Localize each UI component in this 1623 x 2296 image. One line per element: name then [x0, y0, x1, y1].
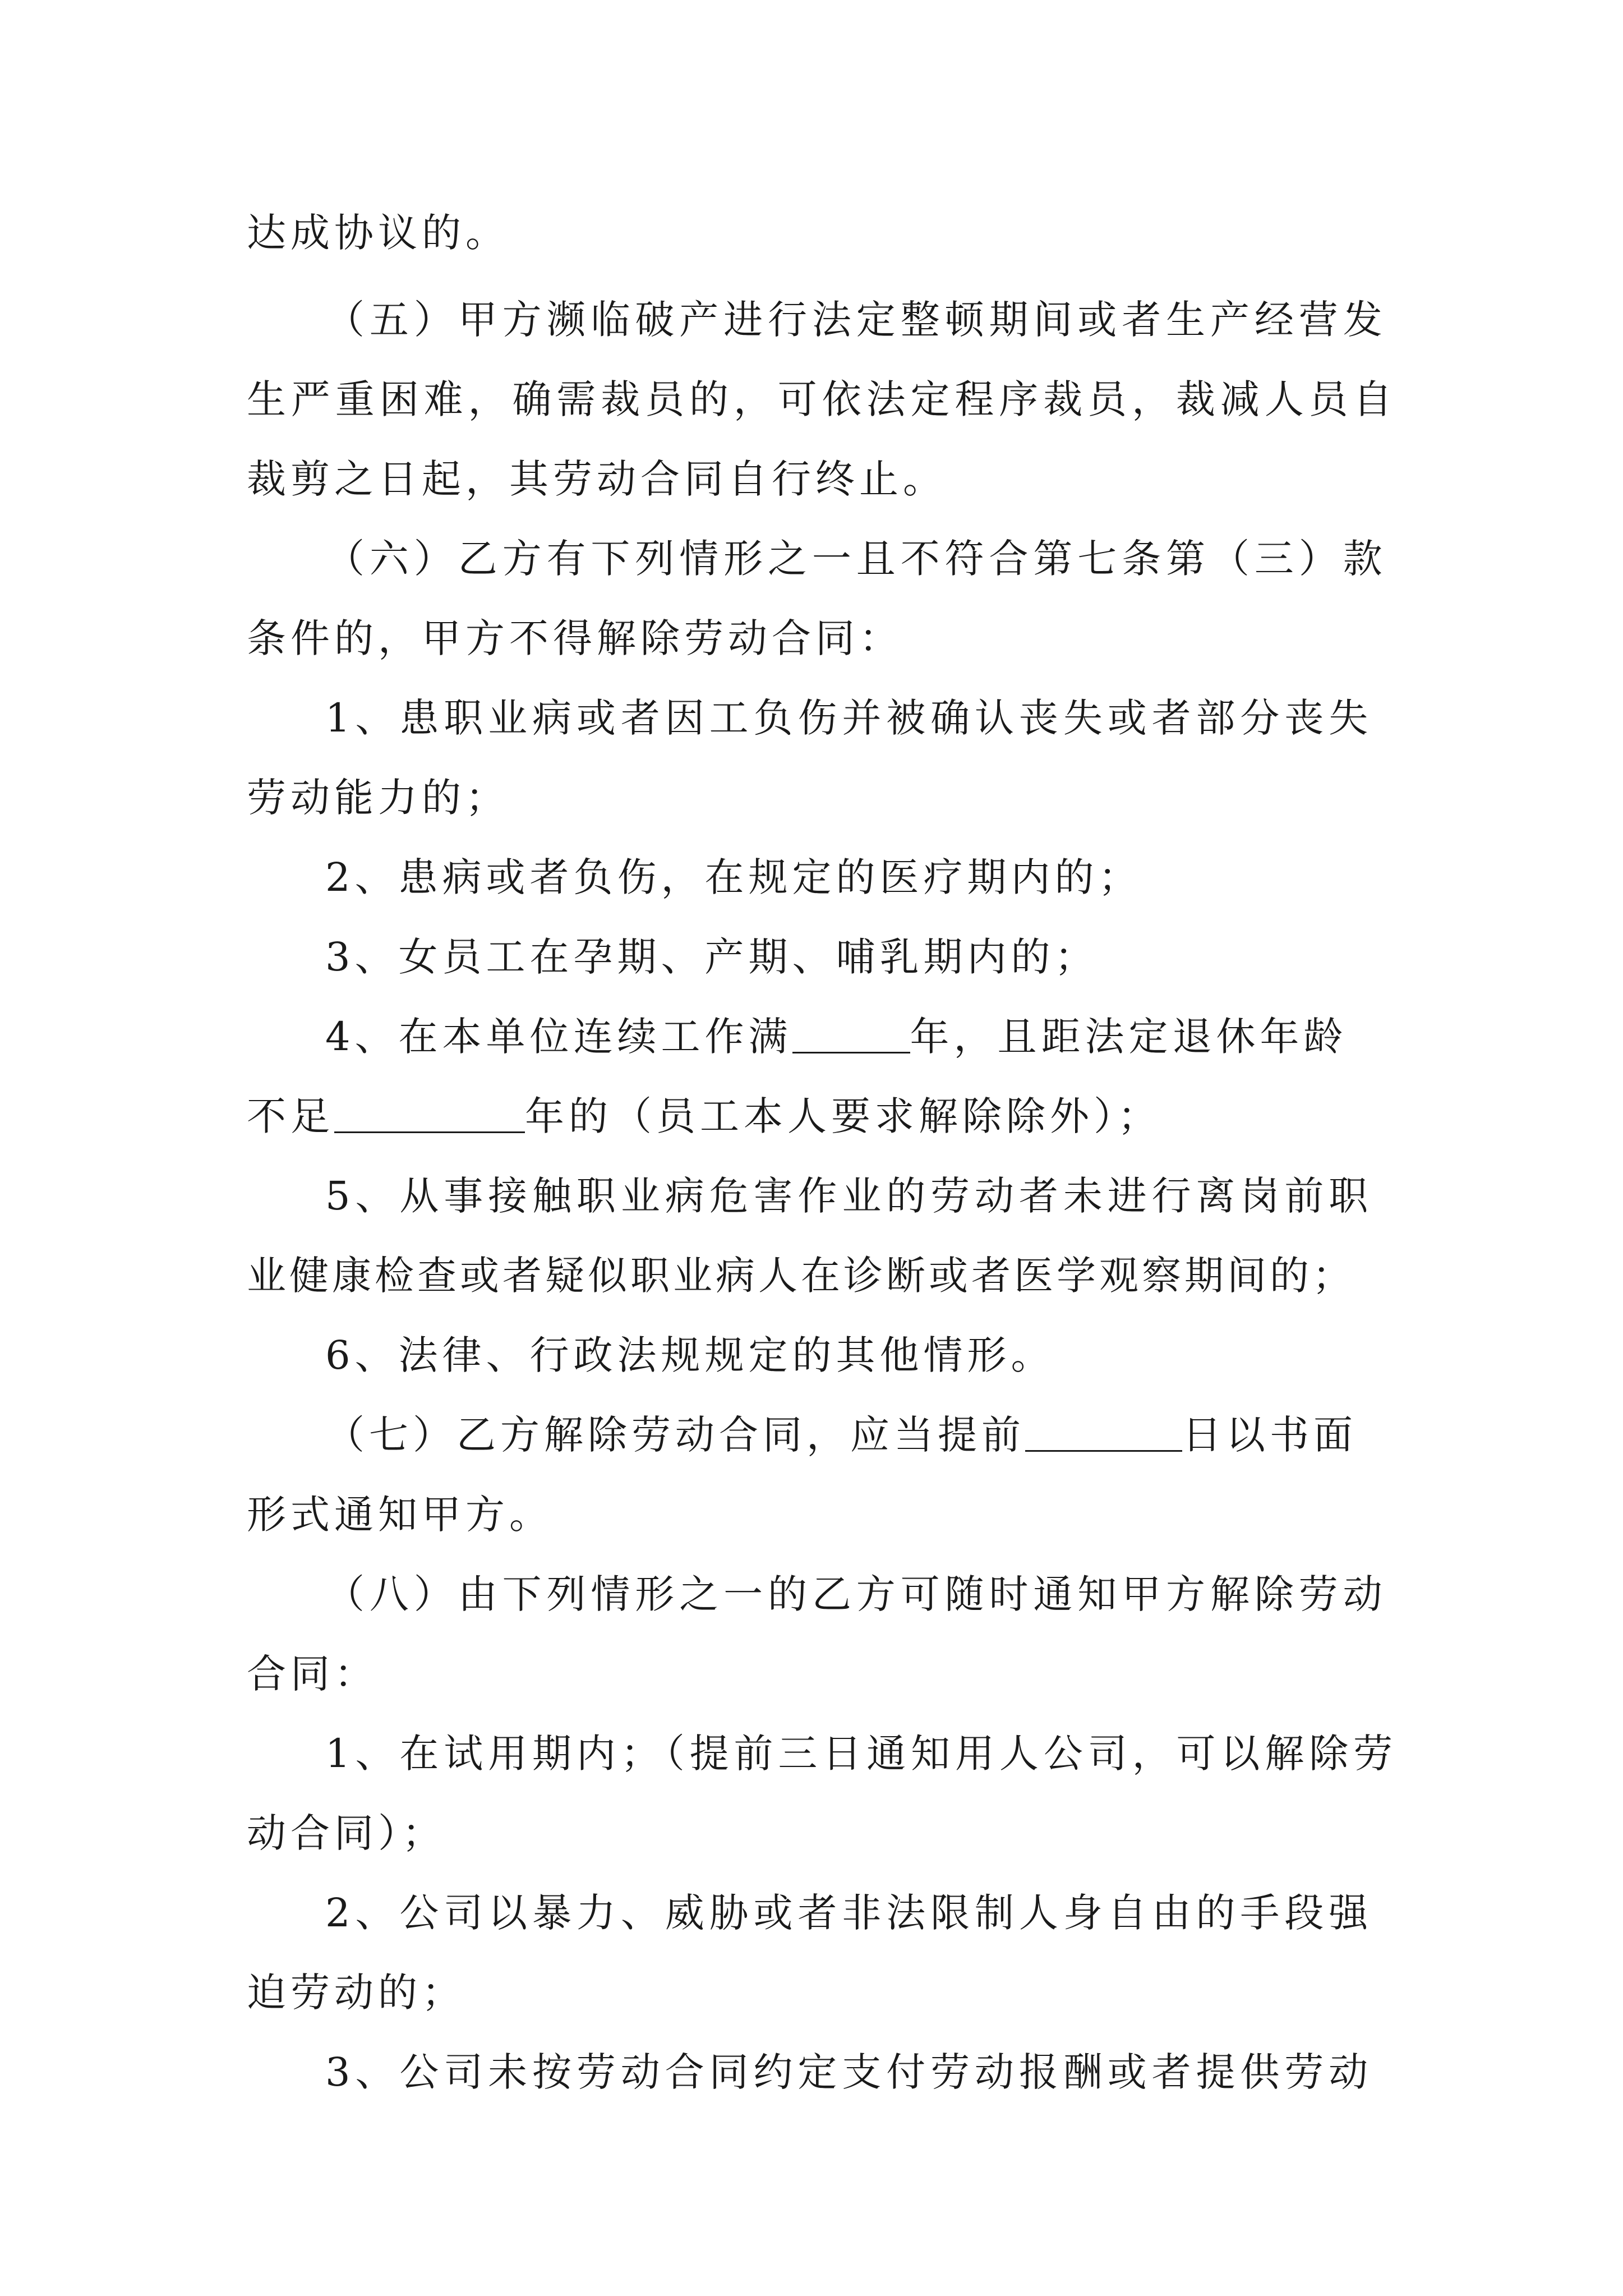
list-item	[325, 679, 1391, 757]
list-item	[325, 997, 1391, 1076]
line-text: 业健康检查或者疑似职业病人在诊断或者医学观察期间的；	[247, 1253, 1355, 1299]
text-line	[247, 1236, 1391, 1315]
line-text: 日以书面	[1182, 1412, 1357, 1458]
line-text: 1、患职业病或者因工负伤并被确认丧失或者部分丧失	[325, 695, 1373, 741]
line-text: 条件的，甲方不得解除劳动合同：	[247, 615, 903, 661]
line-text: 1、在试用期内；（提前三日通知用人公司，可以解除劳	[325, 1731, 1398, 1777]
fill-in-blank[interactable]	[1025, 1411, 1182, 1452]
line-text: 生严重困难，确需裁员的，可依法定程序裁员，裁减人员自	[247, 376, 1398, 422]
clause-5-heading	[325, 280, 1391, 359]
list-item	[325, 838, 1391, 917]
text-line	[247, 1077, 1391, 1156]
line-text: 6、法律、行政法规规定的其他情形。	[325, 1332, 1055, 1378]
line-text: （八）由下列情形之一的乙方可随时通知甲方解除劳动	[325, 1571, 1387, 1617]
line-text: 3、公司未按劳动合同约定支付劳动报酬或者提供劳动	[325, 2049, 1373, 2095]
fill-in-blank[interactable]	[334, 1092, 525, 1133]
clause-8-heading	[325, 1555, 1391, 1634]
text-line	[247, 758, 1391, 837]
text-line	[247, 599, 1391, 678]
list-item	[325, 1714, 1398, 1793]
line-text: 迫劳动的；	[247, 1970, 465, 2016]
line-text: 2、患病或者负伤，在规定的医疗期内的；	[325, 854, 1142, 900]
line-text: 2、公司以暴力、威胁或者非法限制人身自由的手段强	[325, 1890, 1373, 1936]
line-text: （五）甲方濒临破产进行法定整顿期间或者生产经营发	[325, 297, 1387, 343]
text-line	[247, 360, 1398, 439]
list-item	[325, 1157, 1391, 1235]
line-text: （七）乙方解除劳动合同，应当提前	[325, 1412, 1025, 1458]
line-text: 形式通知甲方。	[247, 1492, 553, 1538]
line-text: 4、在本单位连续工作满	[325, 1014, 792, 1060]
text-line	[247, 1794, 1391, 1872]
line-text: 年的（员工本人要求解除除外）；	[525, 1093, 1161, 1139]
list-item	[325, 2033, 1391, 2111]
line-text: 裁剪之日起，其劳动合同自行终止。	[247, 456, 947, 502]
line-text: 达成协议的。	[247, 210, 509, 256]
text-line	[247, 440, 1391, 518]
line-text: 劳动能力的；	[247, 775, 509, 821]
line-text: 不足	[247, 1093, 334, 1139]
list-item	[325, 1316, 1391, 1395]
text-line	[247, 194, 1391, 272]
text-line	[247, 1953, 1391, 2032]
list-item	[325, 1874, 1391, 1952]
line-text: 5、从事接触职业病危害作业的劳动者未进行离岗前职	[325, 1173, 1373, 1219]
clause-7-heading	[325, 1396, 1391, 1474]
text-line	[247, 1475, 1391, 1554]
line-text: （六）乙方有下列情形之一且不符合第七条第（三）款	[325, 536, 1387, 582]
line-text: 年，且距法定退休年龄	[910, 1014, 1348, 1060]
clause-6-heading	[325, 519, 1391, 598]
text-line	[247, 1635, 1391, 1713]
line-text: 合同：	[247, 1651, 378, 1697]
list-item	[325, 918, 1391, 996]
fill-in-blank[interactable]	[792, 1013, 910, 1053]
line-text: 动合同）；	[247, 1810, 446, 1856]
line-text: 3、女员工在孕期、产期、哺乳期内的；	[325, 934, 1099, 980]
